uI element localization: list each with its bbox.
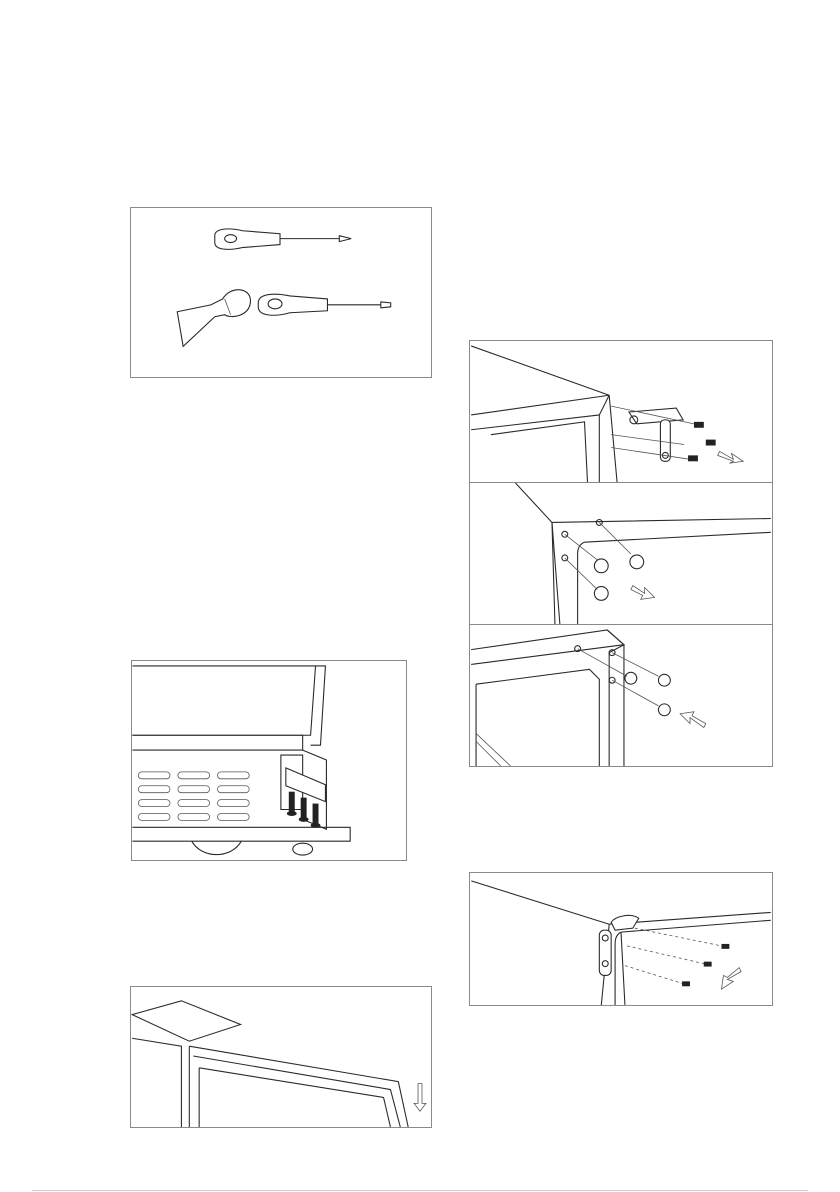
door-frame-icon <box>189 1046 408 1127</box>
figure-tools <box>130 207 432 378</box>
hinge-reattach-illustration <box>470 873 772 1005</box>
arrow-icon <box>718 451 744 463</box>
door-remove-illustration <box>131 987 431 1127</box>
arrow-icon <box>680 712 706 728</box>
vent-grille <box>138 772 249 821</box>
hole-plug-icon <box>575 646 671 716</box>
arrow-icon <box>721 968 741 990</box>
putty-knife-icon <box>177 290 250 347</box>
arrow-icon <box>631 586 655 600</box>
tools-illustration <box>131 208 431 377</box>
screw-icon <box>625 928 729 986</box>
figure-hole-plugs-insert <box>469 624 773 767</box>
figure-hole-plugs-remove <box>469 482 773 625</box>
hinge-screws-illustration <box>132 661 406 860</box>
figure-hinge-reattach <box>469 872 773 1006</box>
phillips-screwdriver-icon <box>215 229 351 249</box>
figure-door-remove <box>130 986 432 1128</box>
hole-plugs-remove-illustration <box>470 483 772 624</box>
arrow-down-icon <box>414 1084 426 1112</box>
hinge-detach-illustration <box>470 341 772 482</box>
figure-hinge-detach <box>469 340 773 483</box>
figure-hinge-screws <box>131 660 407 861</box>
flathead-screwdriver-icon <box>258 294 390 315</box>
hole-plugs-insert-illustration <box>470 625 772 766</box>
hinge-bracket-icon <box>599 915 638 975</box>
page-bottom-rule <box>32 1190 808 1191</box>
